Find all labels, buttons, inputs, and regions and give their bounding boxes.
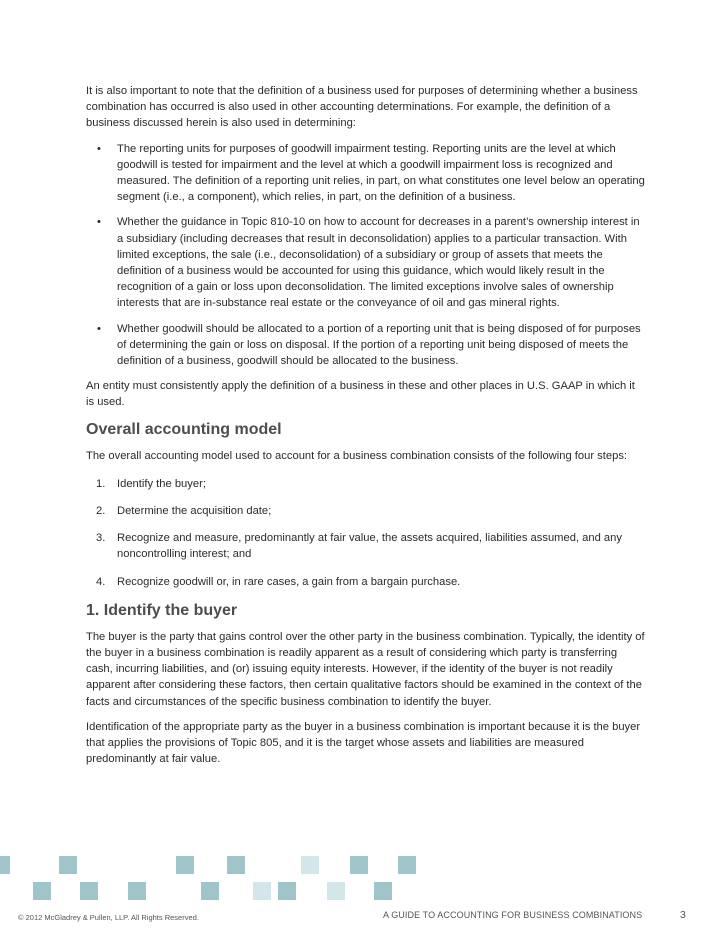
step-text: Identify the buyer; [117, 477, 206, 490]
buyer-paragraph-2: Identification of the appropriate party as the buyer in a business combination is important because it is the buyer that applies the provisions of Topic 805, and it is the target whose assets and liabilities are measured predominantly at fair value. [86, 720, 641, 766]
decorative-tile [176, 856, 194, 874]
steps-list [86, 476, 646, 590]
bullet-list [86, 141, 646, 370]
page-number: 3 [680, 909, 686, 921]
decorative-tile [278, 882, 296, 900]
decorative-tile [80, 882, 98, 900]
decorative-tile [0, 856, 10, 874]
footer-doc-title: A GUIDE TO ACCOUNTING FOR BUSINESS COMBINATIONS [383, 910, 643, 920]
bullet-text: Whether the guidance in Topic 810-10 on how to account for decreases in a parent’s ownership interest in a subsidiary (including decreases that result in deconsolidation) applies to a particular transaction. With limited exceptions, the sale (i.e., deconsolidation) of a subsidiary or group of assets that meets the definition of a business would be accounted for using this guidance, which would likely result in the recognition of a gain or loss upon deconsolidation. The limited exceptions involve sales of ownership interests that are in-substance real estate or the conveyance of oil and gas mineral rights. [117, 216, 640, 310]
page-body [86, 83, 646, 777]
decorative-tile [33, 882, 51, 900]
list-item [86, 574, 646, 590]
page-footer [0, 910, 728, 926]
footer-copyright: © 2012 McGladrey & Pullen, LLP. All Rights Reserved. [18, 913, 199, 922]
decorative-tile [374, 882, 392, 900]
bullet-marker: • [97, 322, 101, 335]
list-item [86, 214, 646, 311]
decorative-tile [253, 882, 271, 900]
decorative-tile [327, 882, 345, 900]
bullet-text: Whether goodwill should be allocated to a portion of a reporting unit that is being disposed of for purposes of determining the gain or loss on disposal. If the portion of a reporting unit being disposed of meets the definition of a business, goodwill should be allocated to the business. [117, 322, 641, 368]
decorative-tile [128, 882, 146, 900]
model-intro-paragraph: The overall accounting model used to account for a business combination consists of the following four steps: [86, 449, 628, 462]
intro-paragraph: It is also important to note that the definition of a business used for purposes of determining whether a business combination has occurred is also used in other accounting determinations. For example, the definition of a business discussed herein is also used in determining: [86, 85, 638, 130]
decorative-tile [398, 856, 416, 874]
step-number: 1. [96, 477, 106, 490]
list-item [86, 503, 646, 519]
list-item [86, 530, 646, 562]
decorative-tile [350, 856, 368, 874]
buyer-paragraph-1: The buyer is the party that gains control over the other party in the business combination. Typically, the identity of the buyer in a business combination is readily apparent as a result of considering which party is transferring cash, incurring liabilities, and (or) issuing equity interests. However, if the identity of the buyer is not readily apparent after considering these factors, then certain qualitative factors should be examined in the context of the facts and circumstances of the specific business combination to identify the buyer. [86, 630, 645, 708]
bullet-text: The reporting units for purposes of goodwill impairment testing. Reporting units are the level at which goodwill is tested for impairment and the level at which a goodwill impairment loss is recognized and measured. The definition of a reporting unit relies, in part, on what constitutes one level below an operating segment (i.e., a component), which relies, in part, on the definition of a business. [117, 142, 645, 204]
list-item [86, 321, 646, 370]
step-number: 4. [96, 575, 106, 588]
step-number: 3. [96, 532, 106, 545]
list-item [86, 476, 646, 492]
step-text: Recognize goodwill or, in rare cases, a gain from a bargain purchase. [117, 575, 461, 588]
section-heading-identify-buyer: 1. Identify the buyer [86, 601, 238, 619]
step-text: Determine the acquisition date; [117, 505, 272, 518]
section-heading-overall-model: Overall accounting model [86, 420, 282, 438]
decorative-tile [59, 856, 77, 874]
decorative-tile [201, 882, 219, 900]
decorative-tile [227, 856, 245, 874]
decorative-tile [301, 856, 319, 874]
consistency-paragraph: An entity must consistently apply the definition of a business in these and other places in U.S. GAAP in which it is used. [86, 380, 635, 409]
step-number: 2. [96, 505, 106, 518]
bullet-marker: • [97, 142, 101, 155]
step-text: Recognize and measure, predominantly at fair value, the assets acquired, liabilities assumed, and any noncontrolling interest; and [117, 532, 622, 561]
bullet-marker: • [97, 216, 101, 229]
decorative-tile-pattern [0, 856, 728, 906]
list-item [86, 141, 646, 206]
